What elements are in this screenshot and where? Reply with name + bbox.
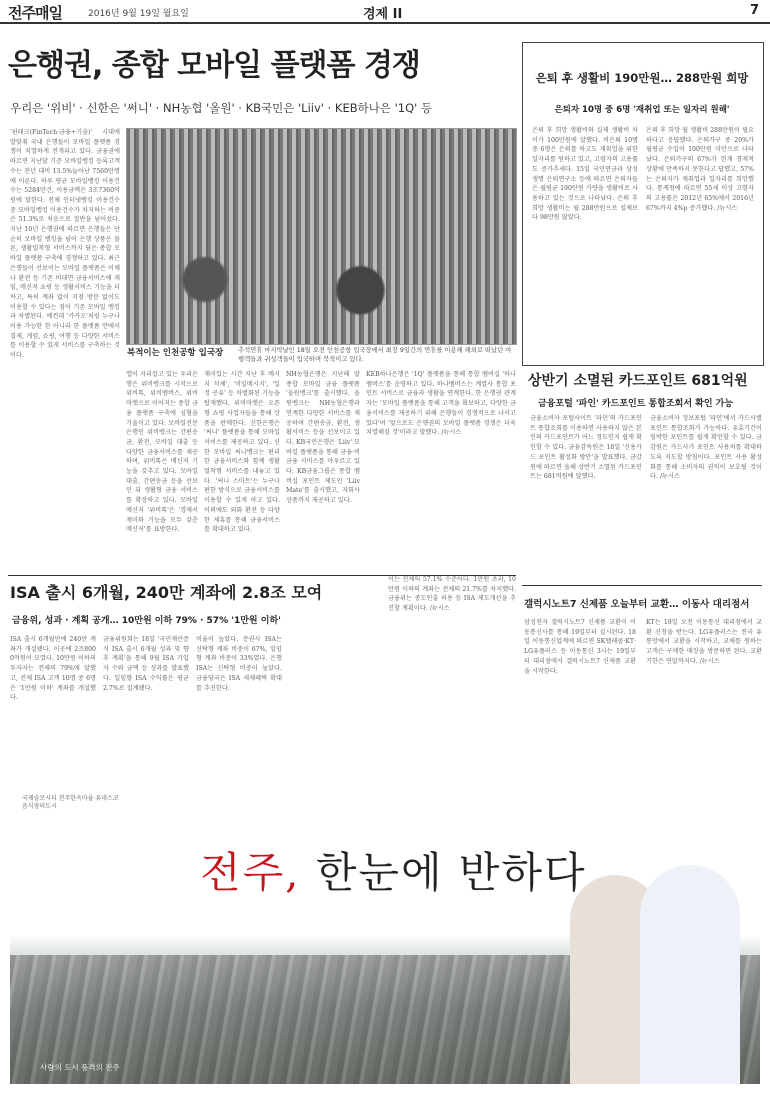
photo-caption-label: 북적이는 인천공항 입국장 [127,348,224,358]
newspaper-logo: 전주매일 [8,4,62,22]
section-divider-right [522,585,762,586]
card-points-body-col1: 금융소비자 포털사이트 '파인'의 카드포인트 통합조회를 이용하면 사용하지 않은 본인의 카드포인트가 어느 정도인지 쉽게 확인할 수 있다. 금융감독원은 18일 '신용카드 포인트 활성화 방안'을 발표했다. 금감원에 따르면 올해 상반기 소멸된 카드포인트는 681억원에 달했다. [530,415,642,481]
card-points-subhead: 금융포털 '파인' 카드포인트 통합조회서 확인 가능 [538,399,734,409]
card-points-headline: 상반기 소멸된 카드포인트 681억원 [528,373,748,389]
section-title: 경제 II [363,7,403,22]
lead-body-col3: 재미있는 시간 지난 후 메시지 삭제', '비밀메시지', '일정 공유' 등 차별화된 기능을 탑재했다. 위비마켓은 오픈형 쇼핑 사업자들을 통해 상품을 판매한다. 신한은행은 '써니' 플랫폼을 통해 모바일 서비스를 제공하고 있다. 신한 모바일 써니뱅크는 편리한 금융서비스와 함께 생활밀착형 서비스를 내놓고 있다. '써니 스마트'는 누구나 편한 방식으로 금융서비스를 이용할 수 있게 하고 있다. 이외에도 외화 환전 등 다양한 제휴를 통해 금융서비스를 확대하고 있다. [204,371,280,534]
isa-body-col4: 이는 전체의 57.1% 수준이다. 1만원 초과, 10만원 이하의 계좌는 전체의 21.7%를 차지했다. 금융위는 중도인출 허용 등 ISA 제도개선을 추진할 계획이다. /뉴시스 [388,576,516,613]
galaxy-body-col2: KT는 19일 오전 이동통신 대리점에서 교환 신청을 받는다. LG유플러스는 전국 유통망에서 교환을 시작하고, 교체를 원하는 고객은 구매한 매장을 방문하면 된다. 교환 기한은 연말까지다. /뉴시스 [646,619,762,665]
galaxy-headline: 갤럭시노트7 신제품 오늘부터 교환… 이동사 대리점서 [524,599,750,610]
ad-slogan-city: 전주, [200,848,301,897]
issue-date: 2016년 9월 19일 월요일 [88,9,189,19]
ad-organization-logos: 국제슬로시티 전주한옥마을 유네스코 음식창의도시 [22,795,119,810]
ad-slogan [200,840,587,900]
isa-headline: ISA 출시 6개월, 240만 계좌에 2.8조 모여 [10,583,323,602]
jeonju-tourism-ad [10,785,760,1084]
isa-body-col3: 비율이 높았다. 증권사 ISA는 신탁형 계좌 비중이 67%, 일임형 계좌 비중이 33%였다. 은행 ISA는 신탁형 비중이 높았다. 금융당국은 ISA 세제혜택 확대를 추진한다. [196,636,282,692]
airport-crowd-photo [126,128,517,345]
ad-slogan-rest: 한눈에 반하다 [300,848,587,897]
retirement-body-col2: 은퇴 후 희망 월 생활비 288만원이 필요하다고 응답했다. 은퇴가구 중 20%가 월평균 수입이 100만원 미만으로 나타났다. 은퇴가구의 67%가 현재 경제적 상황에 만족하지 못한다고 답했고, 57%는 은퇴자가 재취업과 일자리를 희망했다. 통계청에 따르면 55세 이상 고령자의 고용률은 2012년 65%에서 2016년 67%까지 4%p 증가했다. /뉴시스 [646,127,754,212]
ad-caption: 사람의 도시 품격의 전주 [40,1063,120,1072]
lead-headline: 은행권, 종합 모바일 플랫폼 경쟁 [8,48,420,83]
page-number: 7 [750,3,760,18]
ad-model-man [640,865,740,1084]
isa-body-col1: ISA 출시 6개월만에 240만 계좌가 개설됐다. 이곳에 2조8000억원이 모였다. 10만원 이하의 투자자는 전체의 79%에 달했고, 전체 ISA 고객 10명 중 6명은 '1만원 이하' 계좌를 개설했다. [10,636,96,702]
isa-body-col2: 금융위원회는 18일 '국민재산증식 ISA 출시 6개월 성과 및 향후 계획'을 통해 9월 ISA 가입자 수와 금액 등 성과를 발표했다. 일임형 ISA 수익률은 평균 2.7%로 집계됐다. [103,636,189,692]
photo-caption-text: 추석연휴 마지막날인 18일 오전 인천공항 입국장에서 최장 9일간의 연휴를 이용해 해외로 떠났던 여행객들과 귀성객들이 입국하며 북적이고 있다. [238,347,512,363]
card-points-body-col2: 금융소비자 정보포털 '파인'에서 카드사별 포인트 통합조회가 가능하다. 유효기간이 임박한 포인트를 쉽게 확인할 수 있다. 금감원은 카드사가 포인트 사용처를 확대하도록 지도할 방침이다. 포인트 사용 활성화를 통해 소비자의 권익이 보호될 것이다. /뉴시스 [650,415,762,481]
isa-subhead: 금융위, 성과 · 계획 공개… 10만원 이하 79% · 57% '1만원 이하' [12,616,281,626]
galaxy-body-col1: 삼성전자 갤럭시노트7 신제품 교환이 이동통신사를 통해 19일부터 실시된다. 18일 이동통신업계에 따르면 SK텔레콤·KT·LG유플러스 등 이동통신 3사는 19일부터 대리점에서 갤럭시노트7 신제품 교환을 시작한다. [524,619,636,675]
lead-subhead: 우리은 '위비' · 신한은 '써니' · NH농협 '올원' · KB국민은 'Liiv' · KEB하나은 '1Q' 등 [10,101,433,115]
lead-body-col4: NH농협은행은 지난해 말 종합 모바일 금융 플랫폼 '올원뱅크'를 출시했다. 올원뱅크는 NH농협은행과 연계한 다양한 서비스를 제공하며 간편송금, 환전, 생활서비스 등을 선보이고 있다. KB국민은행은 'Liiv' 모바일 플랫폼을 통해 금융·비금융 서비스를 아우르고 있다. KB금융그룹은 통합 멤버십 포인트 제도인 'Liiv Mate'를 출시했고, 자회사 상품까지 제공하고 있다. [286,371,360,505]
lead-body-col2: 앱이 자리잡고 있는 우리은행은 위비뱅크를 시작으로 위비톡, 위비멤버스, 위비마켓으로 이어지는 종합 금융 플랫폼 구축에 심혈을 기울이고 있다. 모바일전문은행인 위비뱅크는 간편송금, 환전, 모바일 대출 등 다양한 금융서비스를 제공하며, 위비톡은 메신저 기능을 갖추고 있다. 모바일 대출, 간편송금 등을 선보인 뒤 생활형 금융 서비스를 확장하고 있다. 모바일 메신저 '위비톡'은 '경제서 재미와 기능을 모두 갖춘 메신저'를 표방한다. [126,371,198,534]
retirement-body-col1: 은퇴 후 희망 생활비와 실제 생활비 차이가 100만원에 달했다. 비은퇴 10명 중 6명은 은퇴를 하고도 재취업을 위한 일자리를 원하고 있고, 고령자의 고용률도 증가추세다. 15일 국민연금과 삼성생명 은퇴연구소 등에 따르면 은퇴자들은 월평균 190만원 가량을 생활비로 사용하고 있는 것으로 나타났다. 은퇴 후 희망 생활비는 월 288만원으로 실제보다 98만원 많았다. [532,127,638,222]
retirement-headline: 은퇴 후 생활비 190만원… 288만원 희망 [535,71,749,85]
lead-body-col5: KEB하나은행은 '1Q' 플랫폼을 통해 통합 멤버십 '하나멤버스'를 운영하고 있다. 하나멤버스는 계열사 통합 포인트 서비스로 금융과 생활을 연계한다. 한 은행권 관계자는 '모바일 플랫폼을 통해 고객을 확보하고, 다양한 금융서비스를 제공하기 위해 은행들이 경쟁적으로 나서고 있다'며 '앞으로도 은행권의 모바일 플랫폼 경쟁은 더욱 치열해질 것'이라고 말했다. /뉴시스 [366,371,516,437]
retirement-subhead: 은퇴자 10명 중 6명 '재취업 또는 일자리 원해' [554,105,730,115]
lead-body-col1: '핀테크(FinTech·금융+기술)' 시대에 발맞춰 국내 은행들이 모바일 플랫폼 경쟁이 치열하게 전개되고 있다. 금융권에 따르면 지난달 기준 모바일뱅킹 등록고객 수는 전년 대비 13.5%늘어난 7560만명에 이른다. 하루 평균 모바일뱅킹 이용건수는 5284만건, 이용금액은 3조7360억원에 달한다. 전체 인터넷뱅킹 이용건수 중 모바일뱅킹 이용건수가 차지하는 비중은 51.3%로 처음으로 절반을 넘어섰다. 지난 10년 은행권에 따르면 은행들은 단순히 모바일 뱅킹을 넘어 은행 상품은 물론, 생활밀착형 서비스까지 담은 종합 모바일 플랫폼 구축에 경쟁하고 있다. 최근 은행들이 선보이는 모바일 플랫폼은 이체나 환전 등 기존 비대면 금융서비스에 게임, 메신저 쇼핑 등 생활서비스 기능을 더하고, 특히 계좌 없이 지점 방문 없이도 이용할 수 있다는 점이 기존 모바일 뱅킹과 차별된다. 예컨대 '카카오'처럼 누구나 이용 가능한 한 아니라 한 플랫폼 안에서 결제, 게임, 쇼핑, 여행 등 다양한 서비스를 이용할 수 있게 서비스를 구축하는 것이다. [10,129,120,360]
